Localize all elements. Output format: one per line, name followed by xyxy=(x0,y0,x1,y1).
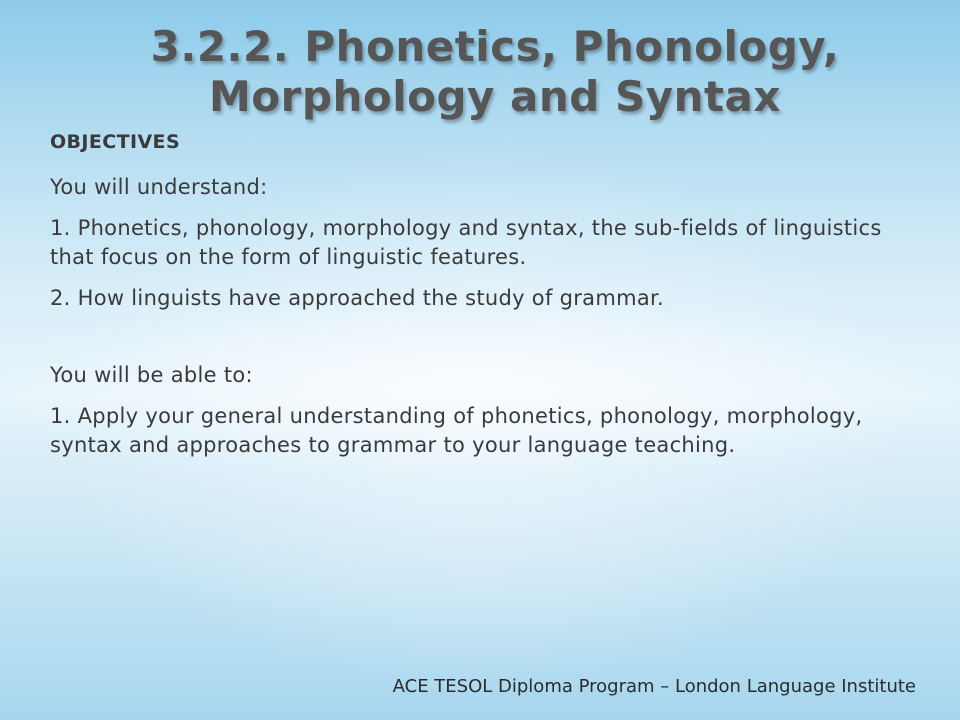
understand-intro: You will understand: xyxy=(50,175,268,199)
objectives-body xyxy=(50,128,930,472)
able-item-1: 1. Apply your general understanding of phonetics, phonology, morphology, syntax and approaches to grammar to your language teaching. xyxy=(50,404,863,457)
understand-item-2: 2. How linguists have approached the study of grammar. xyxy=(50,286,665,310)
understand-item-1: 1. Phonetics, phonology, morphology and syntax, the sub-fields of linguistics that focus on the form of linguistic features. xyxy=(50,216,882,269)
slide-title: 3.2.2. Phonetics, Phonology, Morphology and Syntax xyxy=(150,22,840,121)
section-spacer xyxy=(50,325,930,361)
able-intro: You will be able to: xyxy=(50,363,253,387)
slide-footer: ACE TESOL Diploma Program – London Language Institute xyxy=(392,676,916,697)
objectives-heading: OBJECTIVES xyxy=(50,131,181,153)
